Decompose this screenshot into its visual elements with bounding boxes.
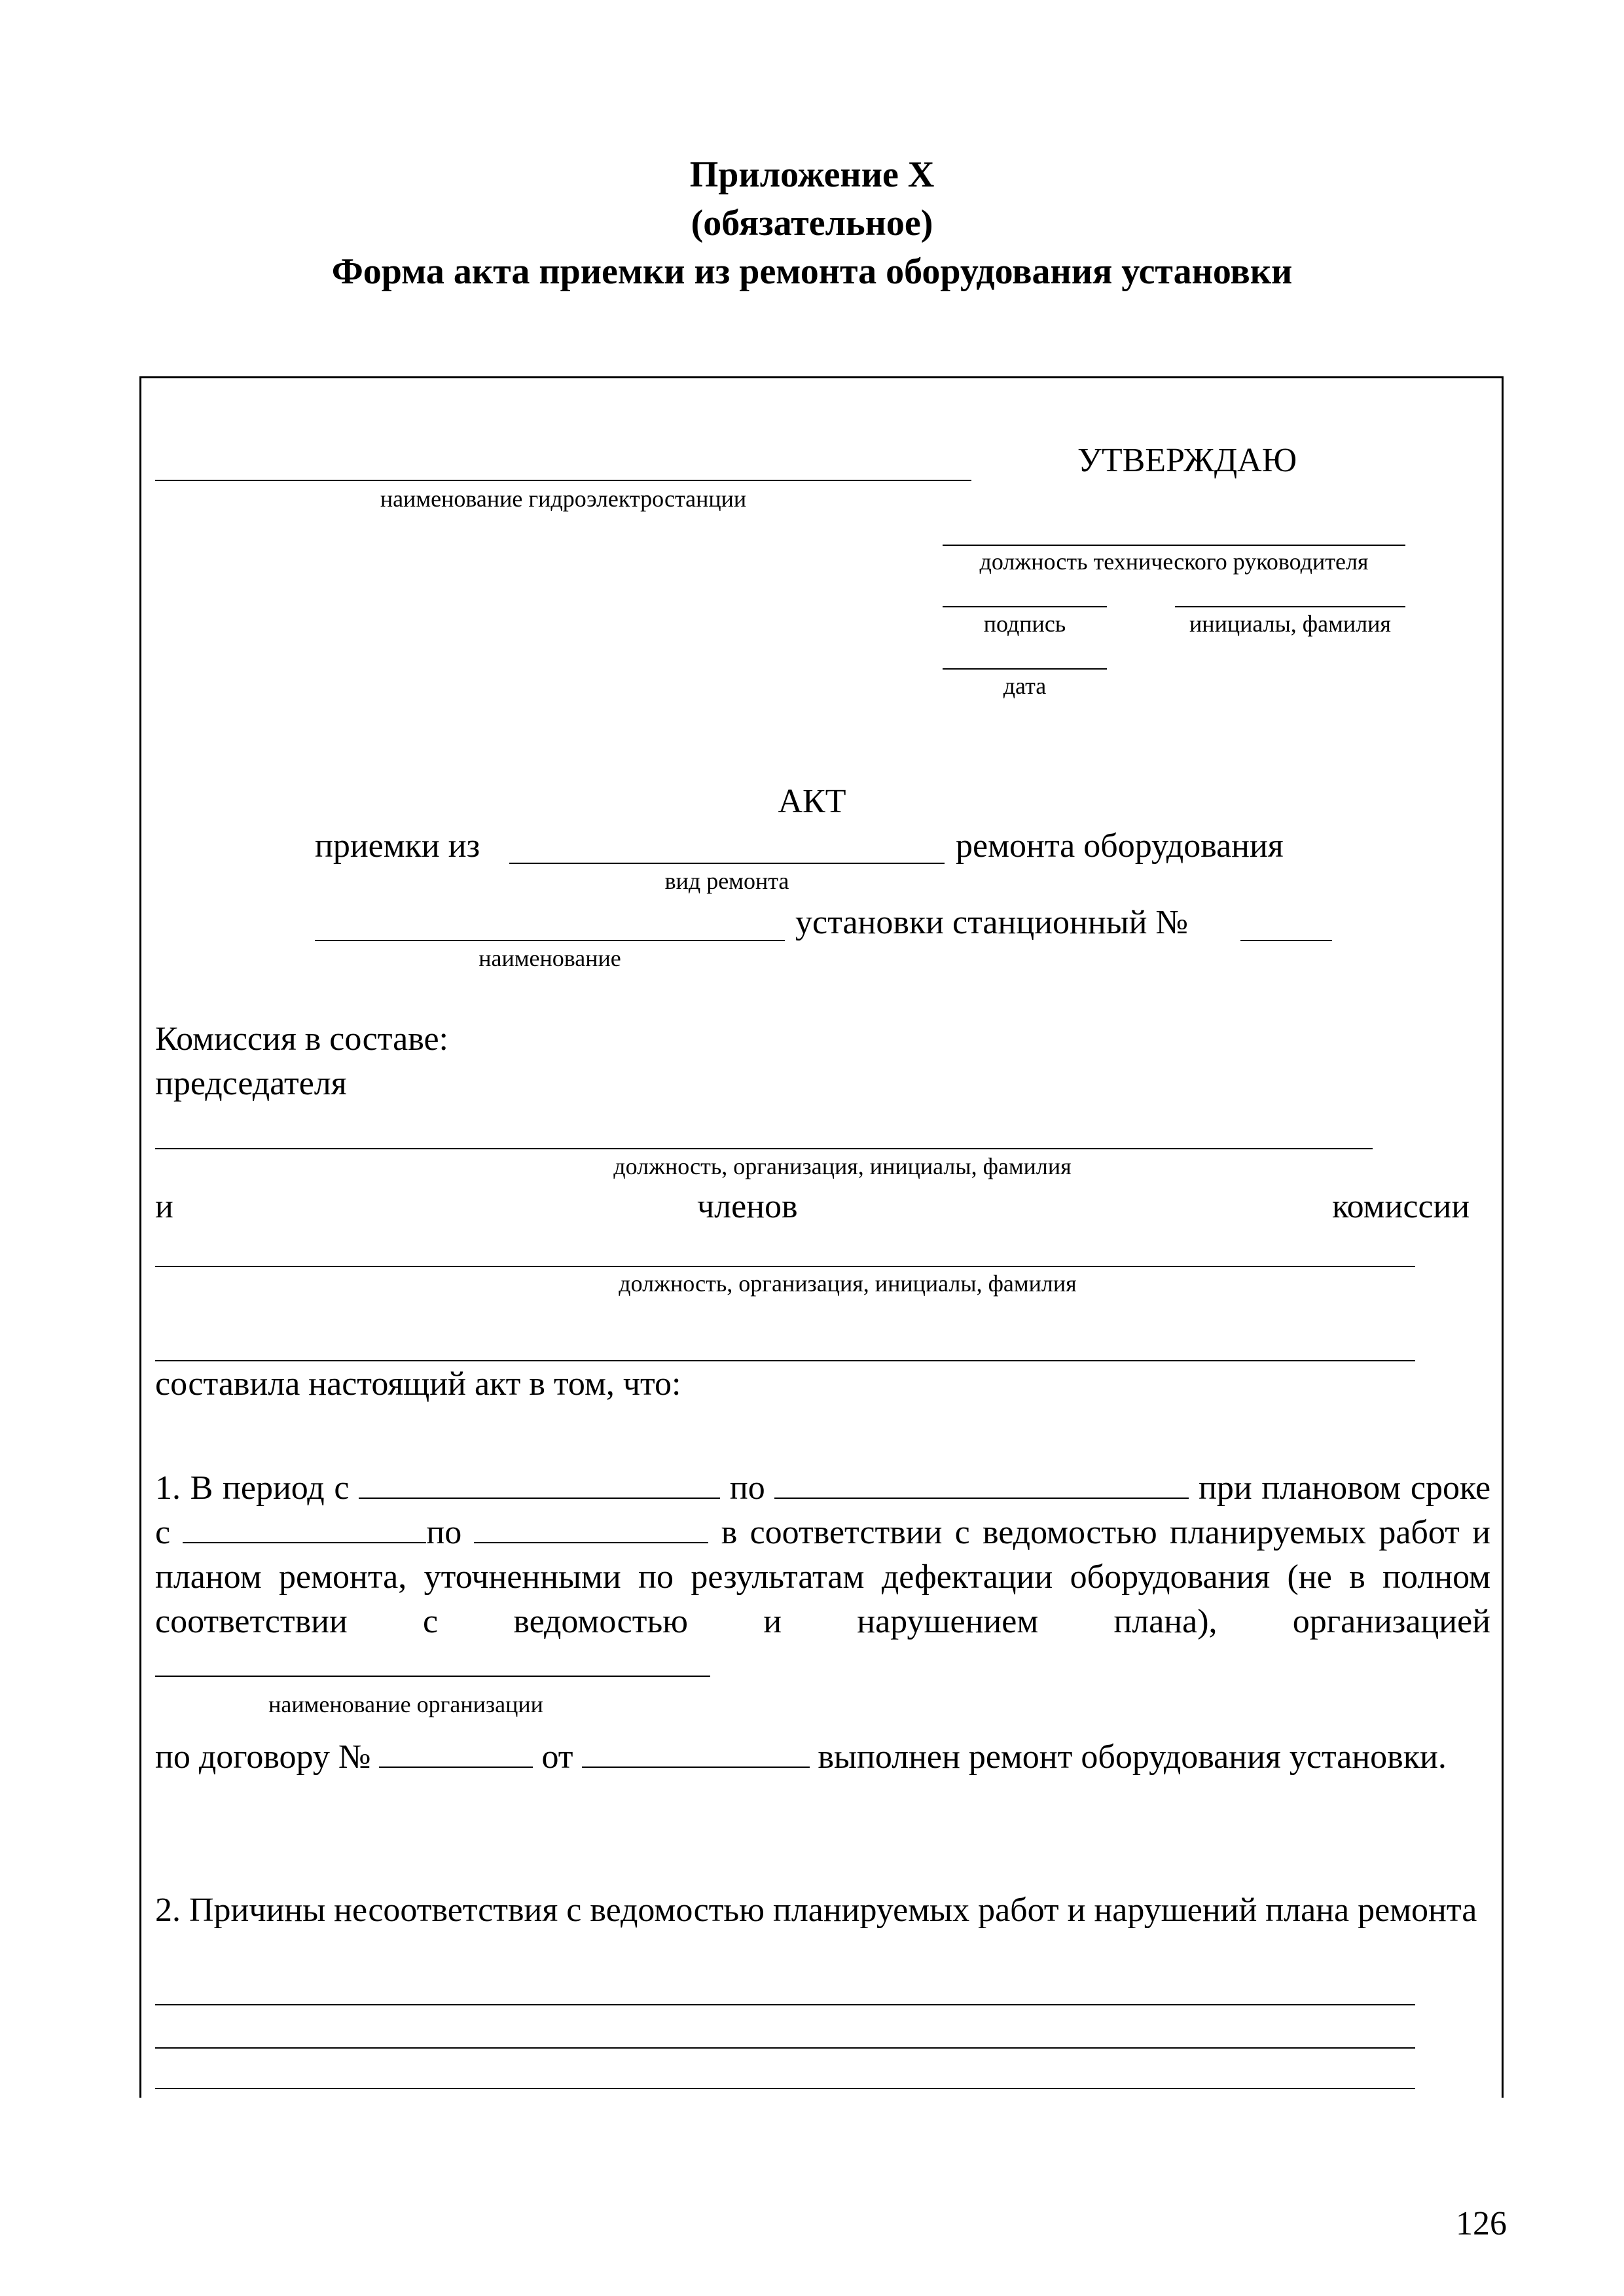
organization-caption: наименование организации xyxy=(268,1691,543,1717)
position-line xyxy=(943,545,1405,546)
planned-end-field xyxy=(474,1512,708,1543)
item1-planned-to: по xyxy=(426,1514,462,1551)
act-line1-prefix: приемки из xyxy=(315,827,480,865)
chairman-line xyxy=(155,1148,1373,1149)
contract-date-label: от xyxy=(541,1738,573,1776)
repair-type-line xyxy=(509,863,945,864)
initials-line xyxy=(1175,606,1405,607)
station-number-line xyxy=(1240,940,1332,941)
organization-field xyxy=(155,1645,710,1677)
planned-start-field xyxy=(183,1512,426,1543)
commission-word: комиссии xyxy=(1332,1188,1470,1225)
signature-caption: подпись xyxy=(983,611,1066,637)
item1-body: в соответствии с ведомостью планируемых работ и планом ремонта, уточненными по результатам дефектации оборудования (не в полном соответствии с ведомостью и нарушением плана), организацией xyxy=(155,1514,1491,1640)
period-end-field xyxy=(774,1467,1189,1499)
item1-planned-term: при плановом сроке с xyxy=(155,1469,1491,1551)
plant-name-caption: наименование гидроэлектростанции xyxy=(380,486,747,512)
act-title: АКТ xyxy=(778,783,846,820)
repair-type-caption: вид ремонта xyxy=(664,868,789,894)
approve-label: УТВЕРЖДАЮ xyxy=(1077,442,1297,479)
unit-name-line xyxy=(315,940,785,941)
item1-contract-paragraph xyxy=(155,1735,1490,1780)
members-line-2 xyxy=(155,1360,1415,1361)
appendix-status: (обязательное) xyxy=(691,203,933,243)
item1-period-to: по xyxy=(729,1469,765,1507)
composed-text: составила настоящий акт в том, что: xyxy=(155,1365,681,1403)
item2-paragraph: 2. Причины несоответствия с ведомостью планируемых работ и нарушений плана ремонта xyxy=(155,1892,1477,1929)
unit-name-caption: наименование xyxy=(478,945,621,971)
chairman-caption: должность, организация, инициалы, фамилия xyxy=(613,1153,1072,1179)
contract-number-label: по договору № xyxy=(155,1738,371,1776)
appendix-heading: Приложение Х xyxy=(689,154,935,195)
chairman-label: председателя xyxy=(155,1065,347,1102)
period-start-field xyxy=(359,1467,720,1499)
page-number: 126 xyxy=(1456,2205,1507,2242)
members-caption: должность, организация, инициалы, фамилия xyxy=(619,1270,1077,1297)
members-line xyxy=(155,1266,1415,1267)
reason-line-1 xyxy=(155,2004,1415,2005)
contract-result-text: выполнен ремонт оборудования установки. xyxy=(818,1738,1447,1776)
position-caption: должность технического руководителя xyxy=(979,548,1369,575)
commission-intro: Комиссия в составе: xyxy=(155,1020,448,1058)
contract-date-field xyxy=(582,1736,810,1768)
and-word: и xyxy=(155,1188,173,1225)
date-line xyxy=(943,668,1107,670)
document-title: Форма акта приемки из ремонта оборудования установки xyxy=(331,251,1293,292)
item1-period-from: 1. В период с xyxy=(155,1469,350,1507)
signature-line xyxy=(943,606,1107,607)
act-line1-suffix: ремонта оборудования xyxy=(956,827,1284,865)
item1-paragraph xyxy=(155,1466,1490,1689)
act-line2-suffix: установки станционный № xyxy=(795,904,1189,941)
initials-caption: инициалы, фамилия xyxy=(1189,611,1391,637)
reason-line-2 xyxy=(155,2047,1415,2049)
date-caption: дата xyxy=(1003,673,1047,699)
reason-line-3 xyxy=(155,2088,1415,2089)
plant-name-line xyxy=(155,480,971,481)
contract-number-field xyxy=(379,1736,533,1768)
members-word: членов xyxy=(697,1188,798,1225)
